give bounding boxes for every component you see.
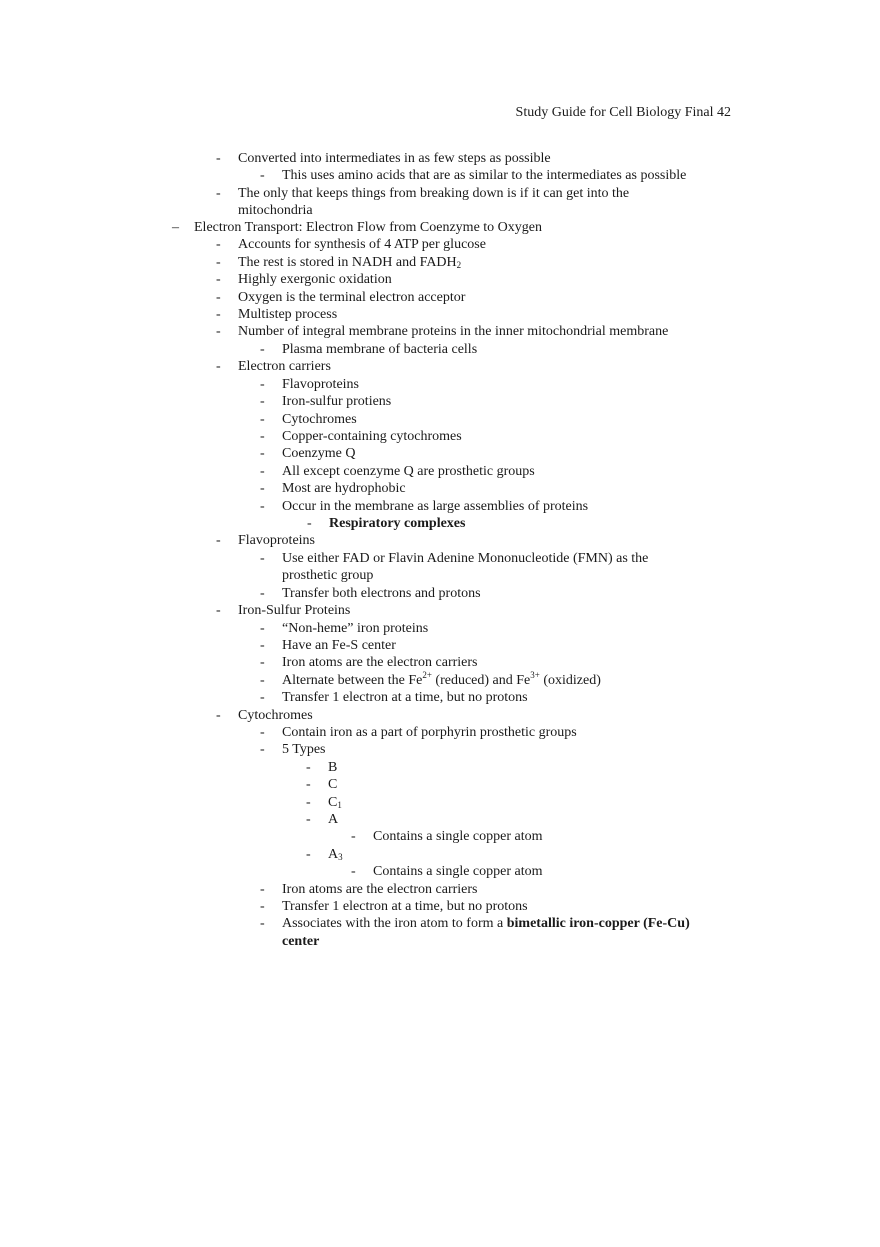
list-item-text: The only that keeps things from breaking down is if it can get into the — [238, 186, 630, 201]
list-item-text: prosthetic group — [282, 568, 374, 583]
list-item-text: Transfer 1 electron at a time, but no protons — [282, 690, 528, 705]
list-item — [0, 724, 880, 741]
list-item — [0, 498, 880, 515]
list-item — [0, 463, 880, 480]
bullet-dash: - — [260, 551, 265, 566]
superscript: 2+ — [422, 670, 432, 680]
list-item-text: Have an Fe-S center — [282, 638, 396, 653]
list-item-text: Contains a single copper atom — [373, 829, 543, 844]
list-item-text: Cytochromes — [238, 708, 313, 723]
list-item — [0, 811, 880, 828]
list-item — [0, 898, 880, 915]
list-item-text: Occur in the membrane as large assemblies of proteins — [282, 499, 589, 514]
text-run: The rest is stored in NADH and FADH — [238, 255, 457, 270]
list-item-text: C — [328, 777, 338, 792]
list-item — [0, 620, 880, 637]
bullet-dash: - — [351, 864, 356, 879]
bullet-dash: - — [260, 429, 265, 444]
list-item-text — [282, 672, 601, 689]
list-item — [0, 150, 880, 167]
list-item-text: Electron carriers — [238, 359, 331, 374]
list-item-text: Respiratory complexes — [329, 516, 466, 531]
list-item-text — [328, 794, 342, 811]
list-item-text: Iron-sulfur protiens — [282, 394, 392, 409]
bullet-dash: - — [260, 690, 265, 705]
list-item — [0, 271, 880, 288]
bullet-dash: - — [260, 499, 265, 514]
list-item — [0, 254, 880, 271]
list-item-text: Plasma membrane of bacteria cells — [282, 342, 478, 357]
list-item-text: 5 Types — [282, 742, 326, 757]
bullet-dash: - — [260, 168, 265, 183]
list-item-text: This uses amino acids that are as similar to the intermediates as possible — [282, 168, 687, 183]
text-run: Alternate between the Fe — [282, 673, 423, 688]
list-item — [0, 306, 880, 323]
bullet-dash: - — [216, 290, 221, 305]
list-item-text: Contain iron as a part of porphyrin prosthetic groups — [282, 725, 577, 740]
list-item — [0, 654, 880, 671]
section-heading-text: Electron Transport: Electron Flow from Coenzyme to Oxygen — [194, 220, 542, 235]
bullet-dash: - — [216, 186, 221, 201]
bullet-dash: - — [306, 812, 311, 827]
list-item-text: Use either FAD or Flavin Adenine Mononucleotide (FMN) as the — [282, 551, 649, 566]
bullet-dash: - — [216, 255, 221, 270]
list-item-text: Number of integral membrane proteins in the inner mitochondrial membrane — [238, 324, 669, 339]
bullet-dash: - — [260, 394, 265, 409]
list-item-text: Iron atoms are the electron carriers — [282, 655, 478, 670]
bullet-dash: - — [216, 151, 221, 166]
list-item — [0, 428, 880, 445]
list-item-text: mitochondria — [238, 203, 313, 218]
list-item — [0, 863, 880, 880]
text-run: A — [328, 847, 339, 862]
list-item-text: Transfer 1 electron at a time, but no protons — [282, 899, 528, 914]
list-item-text — [328, 846, 343, 863]
list-item-text: Transfer both electrons and protons — [282, 586, 481, 601]
list-item-text: Contains a single copper atom — [373, 864, 543, 879]
bullet-dash: - — [216, 324, 221, 339]
bullet-dash: - — [216, 272, 221, 287]
bullet-dash: - — [260, 412, 265, 427]
text-run: C — [328, 795, 338, 810]
list-item — [0, 185, 880, 202]
bullet-dash: - — [306, 795, 311, 810]
list-item — [0, 828, 880, 845]
list-item-text: Flavoproteins — [282, 377, 359, 392]
list-item — [0, 585, 880, 602]
list-item — [0, 323, 880, 340]
list-item-text: Multistep process — [238, 307, 338, 322]
list-item — [0, 915, 880, 932]
list-item-text: Oxygen is the terminal electron acceptor — [238, 290, 466, 305]
list-item — [0, 480, 880, 497]
bullet-dash: - — [216, 603, 221, 618]
list-item-text: Iron atoms are the electron carriers — [282, 882, 478, 897]
subscript: 2 — [456, 260, 462, 270]
bullet-dash: – — [172, 220, 179, 235]
bullet-dash: - — [260, 655, 265, 670]
list-item-text: A — [328, 812, 339, 827]
list-item-text: All except coenzyme Q are prosthetic groups — [282, 464, 535, 479]
list-item — [0, 794, 880, 811]
bullet-dash: - — [260, 586, 265, 601]
outline-list — [0, 150, 880, 970]
list-item-text — [282, 915, 690, 932]
list-item — [0, 358, 880, 375]
list-item-text: Highly exergonic oxidation — [238, 272, 392, 287]
list-item — [0, 550, 880, 567]
bullet-dash: - — [216, 708, 221, 723]
list-item — [0, 411, 880, 428]
bullet-dash: - — [351, 829, 356, 844]
list-item — [0, 689, 880, 706]
list-item — [0, 376, 880, 393]
list-item — [0, 637, 880, 654]
list-item-text: Iron-Sulfur Proteins — [238, 603, 351, 618]
list-item-text: Converted into intermediates in as few steps as possible — [238, 151, 551, 166]
bullet-dash: - — [260, 446, 265, 461]
bullet-dash: - — [306, 777, 311, 792]
list-item-continuation — [0, 567, 880, 584]
bullet-dash: - — [260, 725, 265, 740]
list-item — [0, 602, 880, 619]
list-item-text: Accounts for synthesis of 4 ATP per glucose — [238, 237, 486, 252]
bullet-dash: - — [260, 882, 265, 897]
bullet-dash: - — [307, 516, 312, 531]
list-item-continuation — [0, 933, 880, 950]
list-item — [0, 515, 880, 532]
page-header-title: Study Guide for Cell Biology Final 42 — [515, 105, 731, 120]
text-run: (oxidized) — [539, 673, 601, 688]
bullet-dash: - — [260, 899, 265, 914]
list-item — [0, 776, 880, 793]
list-item-text: Copper-containing cytochromes — [282, 429, 462, 444]
bullet-dash: - — [306, 847, 311, 862]
subscript: 1 — [337, 800, 342, 810]
list-item — [0, 393, 880, 410]
list-item — [0, 236, 880, 253]
list-item-text: Most are hydrophobic — [282, 481, 406, 496]
text-run: Associates with the iron atom to form a — [282, 916, 507, 931]
list-item — [0, 445, 880, 462]
list-item — [0, 289, 880, 306]
list-item-text — [238, 254, 461, 271]
list-item — [0, 741, 880, 758]
list-item — [0, 846, 880, 863]
bullet-dash: - — [216, 533, 221, 548]
list-item-text: B — [328, 760, 338, 775]
bullet-dash: - — [216, 237, 221, 252]
bullet-dash: - — [216, 307, 221, 322]
list-item — [0, 707, 880, 724]
bullet-dash: - — [260, 742, 265, 757]
bullet-dash: - — [260, 673, 265, 688]
bullet-dash: - — [260, 377, 265, 392]
bullet-dash: - — [260, 481, 265, 496]
list-item — [0, 341, 880, 358]
superscript: 3+ — [530, 670, 540, 680]
bullet-dash: - — [306, 760, 311, 775]
bullet-dash: - — [260, 464, 265, 479]
list-item — [0, 759, 880, 776]
list-item — [0, 672, 880, 689]
bullet-dash: - — [260, 916, 265, 931]
text-run: (reduced) and Fe — [431, 673, 531, 688]
list-item — [0, 532, 880, 549]
list-item-text: “Non-heme” iron proteins — [282, 621, 429, 636]
list-item — [0, 881, 880, 898]
section-heading — [0, 219, 880, 236]
list-item-text: Cytochromes — [282, 412, 357, 427]
bold-text-run: bimetallic iron-copper (Fe-Cu) — [506, 916, 690, 931]
bullet-dash: - — [260, 621, 265, 636]
list-item-continuation — [0, 202, 880, 219]
subscript: 3 — [338, 852, 343, 862]
bullet-dash: - — [216, 359, 221, 374]
list-item-text: center — [282, 934, 320, 949]
bullet-dash: - — [260, 342, 265, 357]
list-item-text: Coenzyme Q — [282, 446, 356, 461]
list-item-text: Flavoproteins — [238, 533, 315, 548]
bullet-dash: - — [260, 638, 265, 653]
list-item — [0, 167, 880, 184]
